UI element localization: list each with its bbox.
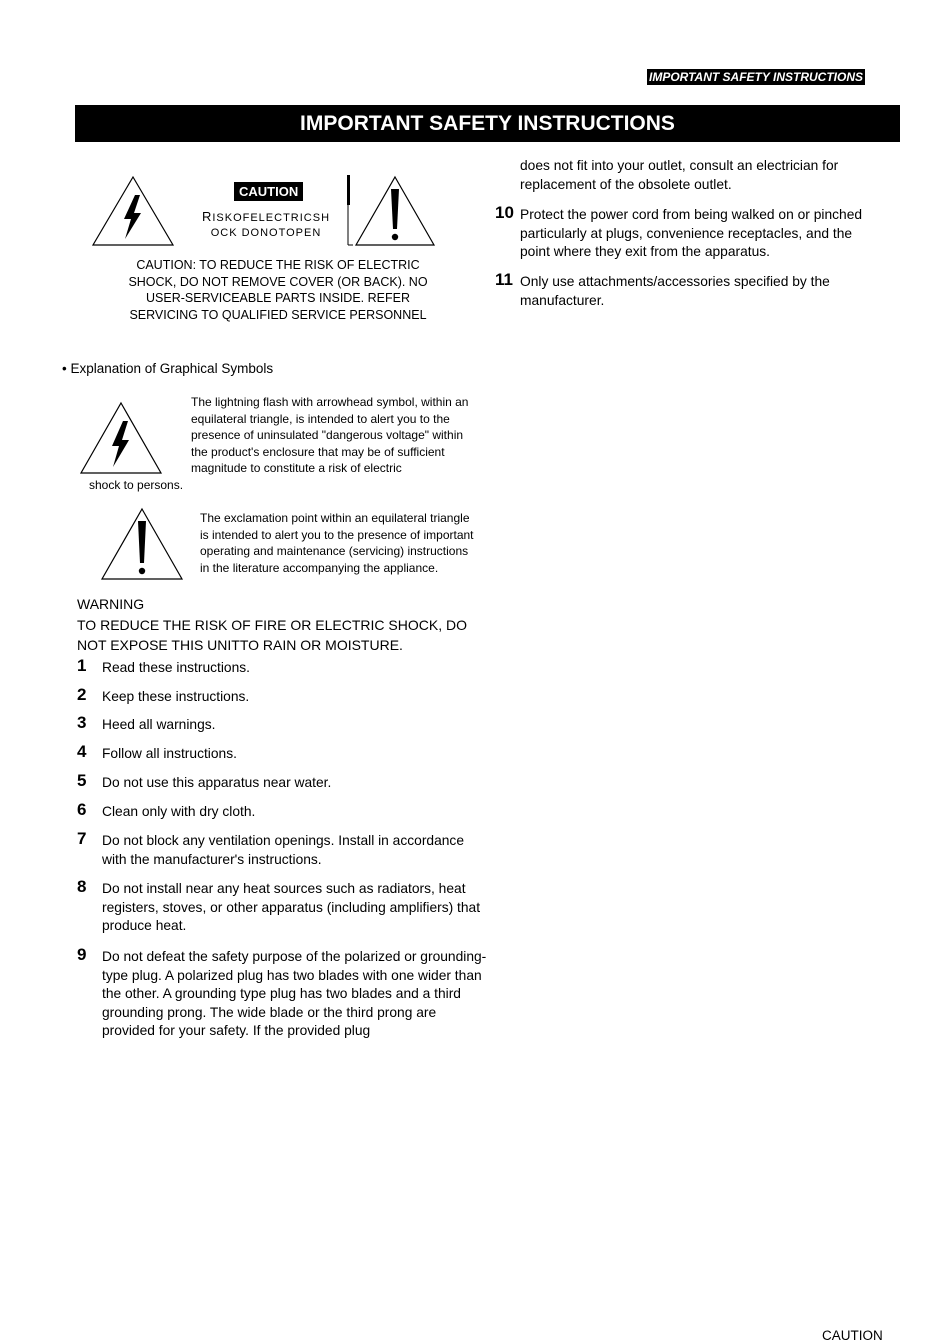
- exclamation-symbol-description: The exclamation point within an equilateral triangle is intended to alert you to the presence of important operating and maintenance (servicing) instructions in the literature accompanying the appliance.: [200, 511, 474, 575]
- instruction-item: [77, 771, 487, 794]
- instruction-text: Keep these instructions.: [102, 689, 250, 704]
- risk-line-2: OCK DONOTOPEN: [210, 227, 322, 239]
- instruction-number: 4: [77, 742, 87, 761]
- warning-text: TO REDUCE THE RISK OF FIRE OR ELECTRIC SHOCK, DO NOT EXPOSE THIS UNITTO RAIN OR MOISTURE.: [77, 616, 467, 653]
- lightning-warning-icon: [91, 175, 175, 247]
- instruction-text: Read these instructions.: [102, 660, 251, 675]
- lightning-symbol-description-tail: shock to persons.: [89, 478, 184, 492]
- instruction-item: [495, 203, 885, 264]
- risk-line-1-rest: ISKOFELECTRICSH: [212, 212, 331, 224]
- warning-label: WARNING: [77, 596, 145, 612]
- instruction-item: [77, 877, 487, 938]
- instruction-9-continuation: does not fit into your outlet, consult an electrician for replacement of the obsolete outlet.: [520, 158, 839, 192]
- instruction-item: [495, 270, 885, 313]
- instruction-item: [77, 945, 487, 1044]
- instruction-number: 11: [495, 270, 513, 289]
- instruction-text: Do not block any ventilation openings. Install in accordance with the manufacturer's instructions.: [102, 833, 465, 867]
- instruction-number: 10: [495, 203, 514, 222]
- instruction-text: Clean only with dry cloth.: [102, 804, 256, 819]
- instruction-text: Follow all instructions.: [102, 746, 237, 761]
- instruction-item: [77, 800, 487, 823]
- instruction-number: 3: [77, 713, 87, 732]
- instruction-number: 1: [77, 656, 87, 675]
- instruction-text: Only use attachments/accessories specified by the manufacturer.: [520, 274, 830, 308]
- caution-badge: CAUTION: [234, 182, 303, 201]
- instruction-item: [77, 829, 487, 872]
- page-title: IMPORTANT SAFETY INSTRUCTIONS: [75, 105, 900, 142]
- instruction-number: 8: [77, 877, 87, 896]
- risk-line-1: [186, 209, 346, 224]
- lightning-symbol-icon: [79, 401, 163, 475]
- instruction-item: [77, 656, 487, 679]
- caution-notice: CAUTION: TO REDUCE THE RISK OF ELECTRIC SHOCK, DO NOT REMOVE COVER (OR BACK). NO USER-SERVICEABLE PARTS INSIDE. REFER SERVICING TO QUALIFIED SERVICE PERSONNEL: [128, 258, 428, 322]
- instruction-text: Heed all warnings.: [102, 717, 216, 732]
- instruction-number: 6: [77, 800, 87, 819]
- instruction-number: 2: [77, 685, 87, 704]
- running-header: IMPORTANT SAFETY INSTRUCTIONS: [649, 70, 864, 84]
- instruction-number: 9: [77, 945, 87, 964]
- exclamation-symbol-icon: [100, 507, 184, 581]
- warning-block: [77, 594, 497, 656]
- instruction-item: [77, 713, 487, 736]
- instruction-text: Do not defeat the safety purpose of the polarized or grounding-type plug. A polarized plug has two blades with one wider than the other. A grounding type plug has two blades and a third grounding prong. The wide blade or the third prong are provided for your safety. If the provided plug: [102, 949, 487, 1039]
- exclamation-warning-icon: [354, 175, 436, 247]
- instruction-number: 7: [77, 829, 87, 848]
- risk-line-1-initial: R: [201, 209, 213, 224]
- page-footer: CAUTION: [822, 1328, 883, 1343]
- explanation-heading: • Explanation of Graphical Symbols: [62, 361, 274, 376]
- lightning-symbol-description: The lightning flash with arrowhead symbol, within an equilateral triangle, is intended to alert you to the presence of uninsulated "dangerous voltage" within the product's enclosure that may be of sufficient magnitude to constitute a risk of electric: [191, 395, 469, 476]
- instruction-item: [77, 742, 487, 765]
- instruction-item: [77, 685, 487, 708]
- instruction-number: 5: [77, 771, 87, 790]
- instruction-text: Do not use this apparatus near water.: [102, 775, 332, 790]
- instruction-text: Protect the power cord from being walked on or pinched particularly at plugs, convenience receptacles, and the point where they exit from the apparatus.: [520, 207, 863, 260]
- label-divider: [346, 175, 354, 247]
- instruction-text: Do not install near any heat sources such as radiators, heat registers, stoves, or other apparatus (including amplifiers) that produce heat.: [102, 881, 481, 934]
